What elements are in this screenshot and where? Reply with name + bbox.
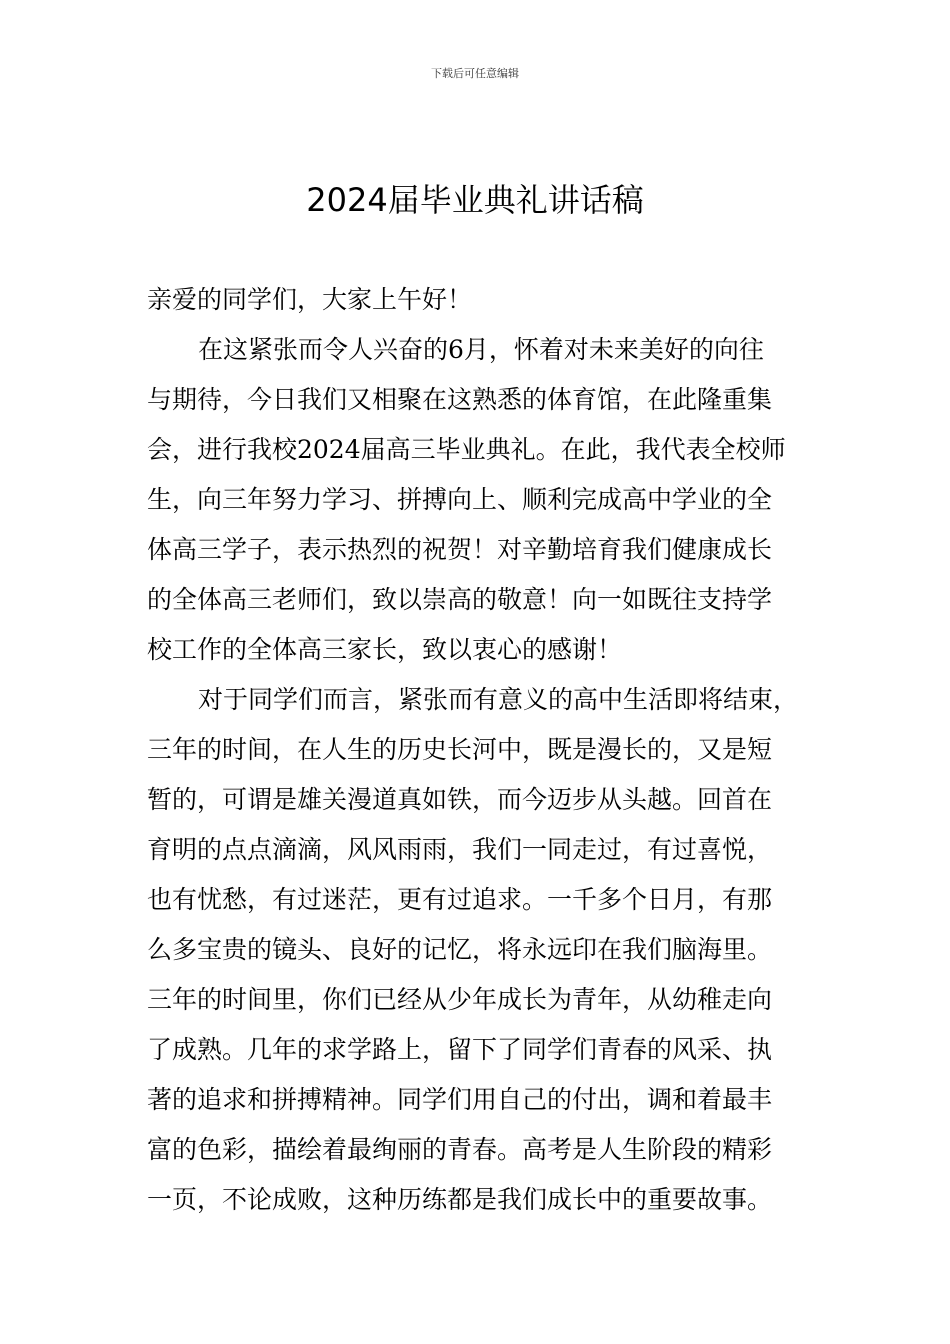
- body-line: 在这紧张而令人兴奋的6月，怀着对未来美好的向往: [198, 335, 764, 364]
- body-line: 么多宝贵的镜头、良好的记忆，将永远印在我们脑海里。: [147, 935, 773, 964]
- body-line: 暂的，可谓是雄关漫道真如铁，而今迈步从头越。回首在: [147, 785, 773, 814]
- body-line: 一页，不论成败，这种历练都是我们成长中的重要故事。: [147, 1185, 773, 1214]
- body-line: 对于同学们而言，紧张而有意义的高中生活即将结束，: [198, 685, 799, 714]
- body-line: 会，进行我校2024届高三毕业典礼。在此，我代表全校师: [147, 435, 786, 464]
- body-line: 育明的点点滴滴，风风雨雨，我们一同走过，有过喜悦，: [147, 835, 773, 864]
- body-line: 三年的时间里，你们已经从少年成长为青年，从幼稚走向: [147, 985, 773, 1014]
- document-title: 2024届毕业典礼讲话稿: [306, 181, 644, 219]
- body-line: 校工作的全体高三家长，致以衷心的感谢！: [147, 635, 623, 664]
- body-line: 生，向三年努力学习、拼搏向上、顺利完成高中学业的全: [147, 485, 773, 514]
- salutation-line: 亲爱的同学们，大家上午好！: [147, 285, 473, 314]
- body-line: 著的追求和拼搏精神。同学们用自己的付出，调和着最丰: [147, 1085, 773, 1114]
- body-line: 与期待，今日我们又相聚在这熟悉的体育馆，在此隆重集: [147, 385, 773, 414]
- body-line: 的全体高三老师们，致以崇高的敬意！向一如既往支持学: [147, 585, 773, 614]
- body-line: 富的色彩，描绘着最绚丽的青春。高考是人生阶段的精彩: [147, 1135, 773, 1164]
- body-line: 体高三学子，表示热烈的祝贺！对辛勤培育我们健康成长: [147, 535, 773, 564]
- body-line: 了成熟。几年的求学路上，留下了同学们青春的风采、执: [147, 1035, 773, 1064]
- body-line: 也有忧愁，有过迷茫，更有过追求。一千多个日月，有那: [147, 885, 773, 914]
- page-header-note: 下载后可任意编辑: [431, 67, 519, 80]
- body-line: 三年的时间，在人生的历史长河中，既是漫长的，又是短: [147, 735, 773, 764]
